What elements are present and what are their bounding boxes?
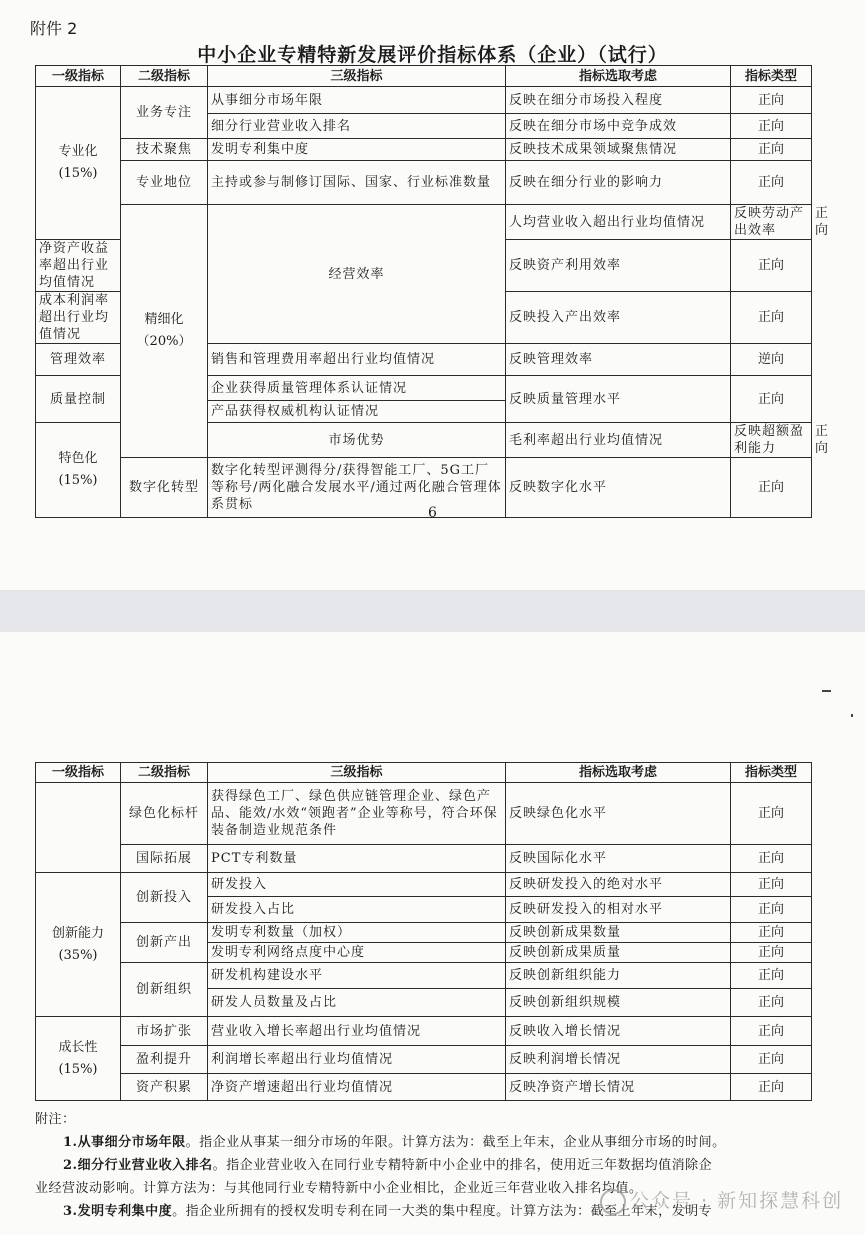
level3-cell: 研发投入占比 (208, 897, 506, 923)
level2-cell: 经营效率 (208, 205, 506, 344)
header-reason: 指标选取考虑 (506, 66, 731, 87)
reason-cell: 反映投入产出效率 (506, 292, 731, 344)
note-3-text: 。指企业所拥有的授权发明专利在同一大类的集中程度。计算方法为：截至上年末，发明专 (172, 1204, 713, 1219)
page-gap (0, 590, 865, 632)
level3-cell: 从事细分市场年限 (208, 87, 506, 114)
note-1-title: 1.从事细分市场年限 (63, 1135, 186, 1150)
level3-cell: 获得绿色工厂、绿色供应链管理企业、绿色产品、能效/水效“领跑者”企业等称号，符合环保装备制造业规范条件 (208, 783, 506, 845)
level2-cell: 绿色化标杆 (121, 783, 208, 845)
level3-cell: 销售和管理费用率超出行业均值情况 (208, 344, 506, 376)
type-cell: 正向 (731, 292, 812, 344)
reason-cell: 反映在细分行业的影响力 (506, 161, 731, 205)
reason-cell: 反映研发投入的相对水平 (506, 897, 731, 923)
level3-cell: 利润增长率超出行业均值情况 (208, 1046, 506, 1074)
level1-cell (36, 873, 121, 1017)
note-1-text: 。指企业从事某一细分市场的年限。计算方法为：截至上年末，企业从事细分市场的时间。 (185, 1135, 726, 1150)
reason-cell: 反映创新成果质量 (506, 943, 731, 963)
level3-cell: 成本利润率超出行业均值情况 (36, 292, 121, 344)
reason-cell: 反映国际化水平 (506, 845, 731, 873)
indicator-table-part1 (35, 65, 829, 518)
level1-weight: (35%) (58, 947, 98, 963)
document-title: 中小企业专精特新发展评价指标体系（企业）（试行） (197, 44, 668, 66)
attachment-label: 附件 2 (30, 19, 78, 38)
level2-cell: 创新产出 (121, 923, 208, 963)
level1-weight: (15%) (58, 473, 98, 488)
level1-name: 成长性 (58, 1039, 98, 1055)
table-row (36, 845, 812, 873)
scan-speck (822, 690, 831, 692)
notes-heading: 附注： (35, 1112, 76, 1127)
header-type: 指标类型 (731, 763, 812, 783)
level1-cell-continued (36, 783, 121, 873)
type-cell: 正向 (731, 1017, 812, 1046)
table-row (36, 1017, 812, 1046)
level3-cell: 研发机构建设水平 (208, 963, 506, 989)
type-cell: 正向 (731, 87, 812, 114)
level1-name: 特色化 (58, 451, 98, 466)
level1-cell (36, 423, 121, 518)
reason-cell: 反映研发投入的绝对水平 (506, 873, 731, 897)
level3-cell: 人均营业收入超出行业均值情况 (506, 205, 731, 240)
reason-cell: 反映净资产增长情况 (506, 1074, 731, 1101)
table-row (36, 873, 812, 897)
reason-cell: 反映创新成果数量 (506, 923, 731, 943)
type-cell: 正向 (731, 943, 812, 963)
watermark (600, 1186, 843, 1215)
level2-cell: 质量控制 (36, 376, 121, 423)
type-cell: 正向 (731, 1046, 812, 1074)
type-cell: 正向 (731, 783, 812, 845)
level1-weight: (15%) (58, 1061, 98, 1077)
reason-cell: 反映数字化水平 (506, 458, 731, 518)
level3-cell: 净资产收益率超出行业均值情况 (36, 240, 121, 292)
type-cell: 正向 (731, 963, 812, 989)
reason-cell: 反映在细分市场投入程度 (506, 87, 731, 114)
level3-cell: 发明专利集中度 (208, 139, 506, 161)
type-cell: 逆向 (731, 344, 812, 376)
note-2-continued: 业经营波动影响。计算方法为：与其他同行业专精特新中小企业相比，企业近三年营业收入排名均值。 (35, 1181, 643, 1196)
level1-name: 专业化 (58, 144, 98, 159)
reason-cell: 反映超额盈利能力 (731, 423, 812, 458)
level3-cell: 净资产增速超出行业均值情况 (208, 1074, 506, 1101)
level2-cell: 专业地位 (121, 161, 208, 205)
level3-cell: 研发投入 (208, 873, 506, 897)
level2-cell: 资产积累 (121, 1074, 208, 1101)
page-number: 6 (428, 505, 437, 521)
level3-cell: 数字化转型评测得分/获得智能工厂、5G工厂等称号/两化融合发展水平/通过两化融合管理体系贯标 (208, 458, 506, 518)
wechat-icon (600, 1189, 626, 1215)
header-type: 指标类型 (731, 66, 812, 87)
header-level3: 三级指标 (208, 763, 506, 783)
table-row (36, 161, 812, 205)
level2-cell: 市场优势 (208, 423, 506, 458)
level3-cell: PCT专利数量 (208, 845, 506, 873)
reason-cell: 反映收入增长情况 (506, 1017, 731, 1046)
level3-cell: 细分行业营业收入排名 (208, 114, 506, 139)
header-level3: 三级指标 (208, 66, 506, 87)
level3-cell: 主持或参与制修订国际、国家、行业标准数量 (208, 161, 506, 205)
note-3-title: 3.发明专利集中度 (63, 1204, 173, 1219)
table-row: 精细化 （20%） 经营效率 人均营业收入超出行业均值情况 反映劳动产出效率 正向 (36, 205, 812, 240)
watermark-text: 公众号 · 新知探慧科创 (630, 1190, 844, 1212)
reason-cell: 反映在细分市场中竞争成效 (506, 114, 731, 139)
header-level1: 一级指标 (36, 66, 121, 87)
table-row (36, 87, 812, 114)
note-2 (35, 1154, 825, 1177)
reason-cell: 反映质量管理水平 (506, 376, 731, 423)
level2-cell: 创新投入 (121, 873, 208, 923)
level2-cell: 盈利提升 (121, 1046, 208, 1074)
level2-cell: 创新组织 (121, 963, 208, 1017)
type-cell: 正向 (731, 845, 812, 873)
level2-cell: 国际拓展 (121, 845, 208, 873)
note-2-title: 2.细分行业营业收入排名 (63, 1158, 213, 1173)
level1-name: 精细化 (144, 312, 184, 327)
document-page-1 (0, 0, 865, 590)
reason-cell: 反映管理效率 (506, 344, 731, 376)
level3-cell: 发明专利数量（加权） (208, 923, 506, 943)
level3-cell: 毛利率超出行业均值情况 (506, 423, 731, 458)
reason-cell: 反映创新组织规模 (506, 989, 731, 1017)
table-row: 特色化 (15%) 市场优势 毛利率超出行业均值情况 反映超额盈利能力 正向 (36, 423, 812, 458)
table-row (36, 963, 812, 989)
table-row (36, 783, 812, 845)
table-row (36, 139, 812, 161)
level2-cell: 技术聚焦 (121, 139, 208, 161)
type-cell: 正向 (731, 989, 812, 1017)
type-cell: 正向 (731, 139, 812, 161)
type-cell: 正向 (731, 240, 812, 292)
type-cell: 正向 (731, 458, 812, 518)
type-cell: 正向 (731, 873, 812, 897)
level2-cell: 市场扩张 (121, 1017, 208, 1046)
type-cell: 正向 (731, 114, 812, 139)
level3-cell: 产品获得权威机构认证情况 (208, 401, 506, 423)
reason-cell: 反映创新组织能力 (506, 963, 731, 989)
table-row (36, 1046, 812, 1074)
table-row (36, 923, 812, 943)
reason-cell: 反映利润增长情况 (506, 1046, 731, 1074)
table-header-row (36, 66, 812, 87)
reason-cell: 反映绿色化水平 (506, 783, 731, 845)
level2-cell: 业务专注 (121, 87, 208, 139)
header-reason: 指标选取考虑 (506, 763, 731, 783)
reason-cell: 反映劳动产出效率 (731, 205, 812, 240)
level1-name: 创新能力 (51, 925, 104, 941)
type-cell: 正向 (731, 897, 812, 923)
level1-weight: （20%） (136, 334, 192, 349)
type-cell: 正向 (731, 1074, 812, 1101)
level2-cell: 管理效率 (36, 344, 121, 376)
reason-cell: 反映技术成果领域聚焦情况 (506, 139, 731, 161)
scan-speck (851, 714, 853, 717)
level3-cell: 发明专利网络点度中心度 (208, 943, 506, 963)
reason-cell: 反映资产利用效率 (506, 240, 731, 292)
header-level2: 二级指标 (121, 66, 208, 87)
level2-cell: 数字化转型 (121, 458, 208, 518)
type-cell: 正向 (731, 376, 812, 423)
level1-cell (121, 205, 208, 458)
level3-cell: 营业收入增长率超出行业均值情况 (208, 1017, 506, 1046)
note-2-text: 。指企业营业收入在同行业专精特新中小企业中的排名，使用近三年数据均值消除企 (212, 1158, 713, 1173)
type-cell: 正向 (731, 161, 812, 205)
level1-cell (36, 1017, 121, 1101)
indicator-table-part2 (35, 762, 812, 1101)
level1-weight: (15%) (58, 166, 98, 181)
header-level1: 一级指标 (36, 763, 121, 783)
table-header-row (36, 763, 812, 783)
level1-cell (36, 87, 121, 240)
note-1 (35, 1131, 825, 1154)
type-cell: 正向 (731, 923, 812, 943)
level3-cell: 企业获得质量管理体系认证情况 (208, 376, 506, 401)
level3-cell: 研发人员数量及占比 (208, 989, 506, 1017)
table-row (36, 1074, 812, 1101)
header-level2: 二级指标 (121, 763, 208, 783)
